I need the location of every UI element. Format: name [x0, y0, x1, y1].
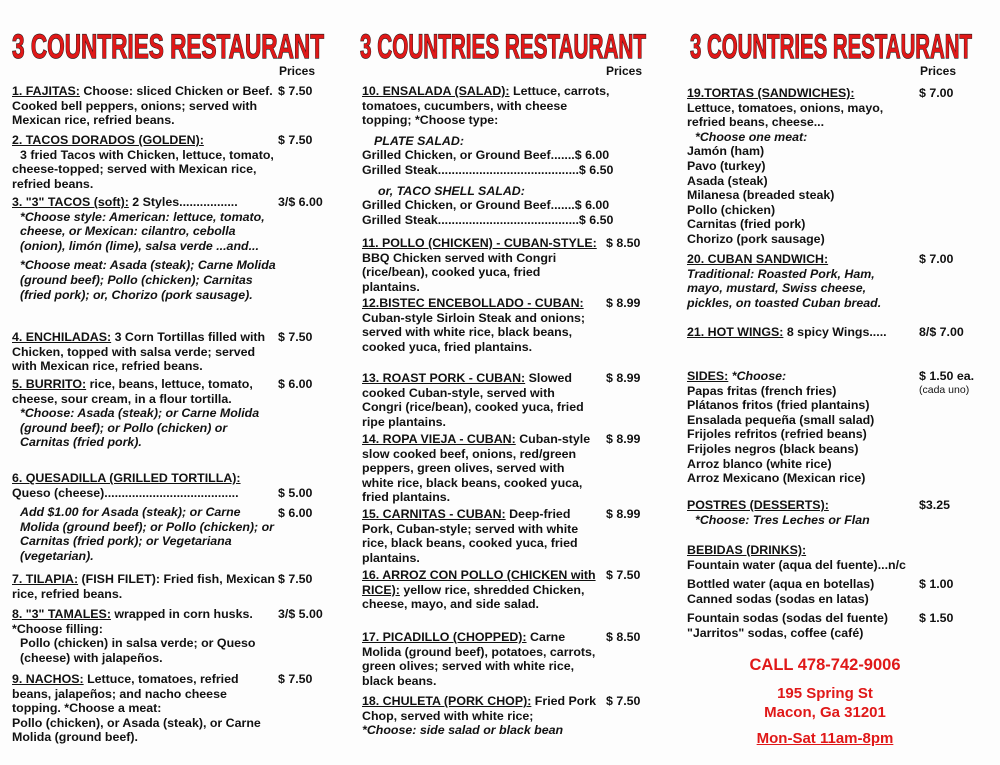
item-price: 3/$ 5.00: [278, 607, 323, 621]
salad-option: Grilled Steak.........................................$ 6.50: [362, 162, 614, 177]
item-choice: *Choose:: [731, 369, 787, 383]
prices-header: Prices: [606, 64, 643, 78]
item-desc: wrapped in corn husks. *Choose filling:: [12, 607, 253, 636]
item-desc: 3 fried Tacos with Chicken, lettuce, tomato, cheese-topped; served with Mexican rice, refried beans.: [12, 147, 274, 191]
item-title: 7. TILAPIA:: [12, 572, 79, 586]
item-desc: 8 spicy Wings.....: [786, 325, 887, 339]
item-title: SIDES:: [687, 369, 729, 383]
phone-number: CALL 478-742-9006: [749, 656, 901, 674]
banner-text: 3 COUNTRIES RESTAURANT: [690, 28, 973, 66]
city-address: Macon, Ga 31201: [764, 704, 886, 721]
drink-option: Canned sodas (sodas en latas): [687, 591, 869, 606]
side-option: Plátanos fritos (fried plantains): [687, 398, 870, 413]
item-price: $ 8.99: [606, 507, 641, 521]
item-price: $ 6.00: [278, 377, 313, 391]
item-title: 9. NACHOS:: [12, 672, 84, 686]
item-choice: *Choose meat: Asada (steak); Carne Molida (ground beef); Pollo (chicken); Carnitas (fried pork); or, Chorizo (pork sausage).: [20, 258, 276, 302]
menu-column-3: [680, 0, 1000, 765]
item-desc: Lettuce, carrots, tomatoes, cucumbers, with cheese topping; *Choose type:: [362, 84, 610, 128]
item-choice: Add $1.00 for Asada (steak); or Carne Molida (ground beef); or Pollo (chicken); or Carnitas (fried pork); or Vegetariana (vegetarian).: [20, 505, 275, 563]
item-title: 2. TACOS DORADOS (GOLDEN):: [12, 133, 204, 147]
meat-option: Pavo (turkey): [687, 158, 766, 173]
item-price: $ 7.50: [606, 694, 641, 708]
item-title: 14. ROPA VIEJA - CUBAN:: [362, 432, 516, 446]
item-price: $ 7.50: [278, 133, 313, 147]
item-title: 16. ARROZ CON POLLO (CHICKEN with RICE):: [362, 568, 596, 597]
item-title: 5. BURRITO:: [12, 377, 87, 391]
item-price: $ 8.99: [606, 296, 641, 310]
item-title: 6. QUESADILLA (GRILLED TORTILLA):: [12, 471, 241, 485]
item-title: 1. FAJITAS:: [12, 84, 80, 98]
side-option: Frijoles refritos (refried beans): [687, 427, 867, 442]
drink-option: Bottled water (aqua en botellas): [687, 577, 875, 592]
item-price: $ 8.50: [606, 630, 641, 644]
item-desc: Cuban-style Sirloin Steak and onions; served with white rice, black beans, cooked yuca, fried plantains.: [362, 310, 586, 354]
item-price: 8/$ 7.00: [919, 325, 964, 339]
item-desc: Traditional: Roasted Pork, Ham, mayo, mustard, Swiss cheese, pickles, on toasted Cuban bread.: [687, 266, 882, 310]
item-price: $ 1.50 ea.: [919, 369, 975, 383]
side-option: Frijoles negros (black beans): [687, 441, 859, 456]
item-choice: *Choose one meat:: [695, 129, 808, 144]
item-price: $ 7.00: [919, 252, 954, 266]
item-price-2: $ 1.50: [919, 611, 954, 625]
item-title: BEBIDAS (DRINKS):: [687, 543, 807, 557]
item-price: $ 8.50: [606, 236, 641, 250]
item-desc: Deep-fried Pork, Cuban-style; served with white rice, black beans, cooked yuca, fried plantains.: [362, 507, 579, 565]
item-price: $ 5.00: [278, 486, 313, 500]
item-title: POSTRES (DESSERTS):: [687, 498, 829, 512]
banner-text: 3 COUNTRIES RESTAURANT: [360, 28, 647, 66]
drink-option: Fountain water (aqua del fuente)...n/c: [687, 557, 906, 572]
item-price: $ 8.99: [606, 371, 641, 385]
salad-option: Grilled Steak.........................................$ 6.50: [362, 212, 614, 227]
opening-hours: Mon-Sat 11am-8pm: [756, 730, 894, 747]
item-choice: *Choose: Tres Leches or Flan: [695, 512, 870, 527]
item-title: 18. CHULETA (PORK CHOP):: [362, 694, 532, 708]
plate-salad-label: PLATE SALAD:: [374, 133, 464, 148]
item-price: $ 8.99: [606, 432, 641, 446]
item-title: 4. ENCHILADAS:: [12, 330, 112, 344]
item-title: 13. ROAST PORK - CUBAN:: [362, 371, 526, 385]
item-desc: Choose: sliced Chicken or Beef. Cooked bell peppers, onions; served with Mexican rice, refried beans.: [12, 84, 273, 128]
item-title: 10. ENSALADA (SALAD):: [362, 84, 510, 98]
side-option: Arroz blanco (white rice): [687, 456, 832, 471]
prices-header: Prices: [920, 64, 957, 78]
item-desc: 2 Styles.................: [132, 195, 238, 209]
item-desc: yellow rice, shredded Chicken, cheese, mayo, and side salad.: [362, 582, 585, 612]
meat-option: Chorizo (pork sausage): [687, 231, 825, 246]
taco-shell-salad-label: or, TACO SHELL SALAD:: [378, 183, 525, 198]
item-price: $ 7.50: [278, 572, 313, 586]
salad-option: Grilled Chicken, or Ground Beef.......$ 6.00: [362, 148, 610, 163]
item-choice: *Choose style: American: lettuce, tomato, cheese, or Mexican: cilantro, cebolla (onion), limón (lime), salsa verde ...and...: [20, 209, 265, 253]
item-choice: Pollo (chicken), or Asada (steak), or Carne Molida (ground beef).: [12, 715, 261, 745]
meat-option: Jamón (ham): [687, 144, 765, 159]
item-price: $ 7.50: [278, 84, 313, 98]
item-price-meat: $ 6.00: [278, 506, 313, 520]
item-price: 3/$ 6.00: [278, 195, 323, 209]
item-title: 3. "3" TACOS (soft):: [12, 195, 129, 209]
item-title: 17. PICADILLO (CHOPPED):: [362, 630, 527, 644]
item-desc: Lettuce, tomatoes, onions, mayo, refried beans, cheese...: [687, 100, 884, 130]
item-desc: Carne Molida (ground beef), potatoes, carrots, green olives; served with white rice, black beans.: [362, 630, 596, 688]
meat-option: Asada (steak): [687, 173, 768, 188]
item-title: 12.BISTEC ENCEBOLLADO - CUBAN:: [362, 296, 584, 310]
salad-option: Grilled Chicken, or Ground Beef.......$ 6.00: [362, 198, 610, 213]
meat-option: Milanesa (breaded steak): [687, 188, 835, 203]
drink-option: "Jarritos" sodas, coffee (café): [687, 625, 864, 640]
item-desc: Queso (cheese).......................................: [12, 485, 239, 500]
side-option: Arroz Mexicano (Mexican rice): [687, 471, 866, 486]
item-choice: *Choose: side salad or black bean: [362, 723, 564, 738]
item-title: 15. CARNITAS - CUBAN:: [362, 507, 506, 521]
meat-option: Pollo (chicken): [687, 202, 776, 217]
banner-text: 3 COUNTRIES RESTAURANT: [12, 28, 325, 66]
side-option: Papas fritas (french fries): [687, 383, 837, 398]
item-desc: 3 Corn Tortillas filled with Chicken, topped with salsa verde; served with Mexican rice, refried beans.: [12, 330, 266, 374]
item-title: 20. CUBAN SANDWICH:: [687, 252, 829, 266]
item-desc: Slowed cooked Cuban-style, served with Congri (rice/bean), cooked yuca, fried ripe plantains.: [362, 371, 584, 429]
item-price: $ 7.50: [278, 672, 313, 686]
item-choice: *Choose: Asada (steak); or Carne Molida (ground beef); or Pollo (chicken) or Carnitas (fried pork).: [20, 406, 260, 450]
drink-option: Fountain sodas (sodas del fuente): [687, 611, 889, 626]
item-price: $ 7.50: [606, 568, 641, 582]
item-price: $3.25: [919, 498, 951, 512]
prices-header: Prices: [279, 64, 316, 78]
menu-column-1: [0, 0, 335, 765]
menu-column-2: [352, 0, 652, 765]
item-title: 11. POLLO (CHICKEN) - CUBAN-STYLE:: [362, 236, 597, 250]
item-price: $ 7.50: [278, 330, 313, 344]
item-title: 19.TORTAS (SANDWICHES):: [687, 86, 855, 100]
item-title: 21. HOT WINGS:: [687, 325, 784, 339]
item-price: $ 1.00: [919, 577, 954, 591]
item-choice: Pollo (chicken) in salsa verde; or Queso (cheese) with jalapeños.: [20, 636, 256, 665]
item-price: $ 7.00: [919, 86, 954, 100]
item-desc: Cuban-style slow cooked beef, onions, red/green peppers, green olives, served with white rice, black beans, cooked yuca, fried plantains.: [362, 432, 591, 505]
street-address: 195 Spring St: [777, 685, 873, 702]
item-price-note: (cada uno): [919, 384, 970, 396]
side-option: Ensalada pequeña (small salad): [687, 412, 875, 427]
item-desc: (FISH FILET): Fried fish, Mexican rice, refried beans.: [12, 572, 275, 601]
item-desc: BBQ Chicken served with Congri (rice/bean), cooked yuca, fried plantains.: [362, 250, 557, 294]
item-title: 8. "3" TAMALES:: [12, 607, 111, 621]
meat-option: Carnitas (fried pork): [687, 217, 806, 232]
item-desc: Lettuce, tomatoes, refried beans, jalapeños; and nacho cheese topping. *Choose a meat:: [12, 672, 239, 716]
item-desc: Fried Pork Chop, served with white rice;: [362, 694, 597, 723]
item-desc: rice, beans, lettuce, tomato, cheese, sour cream, in a flour tortilla.: [12, 377, 253, 406]
